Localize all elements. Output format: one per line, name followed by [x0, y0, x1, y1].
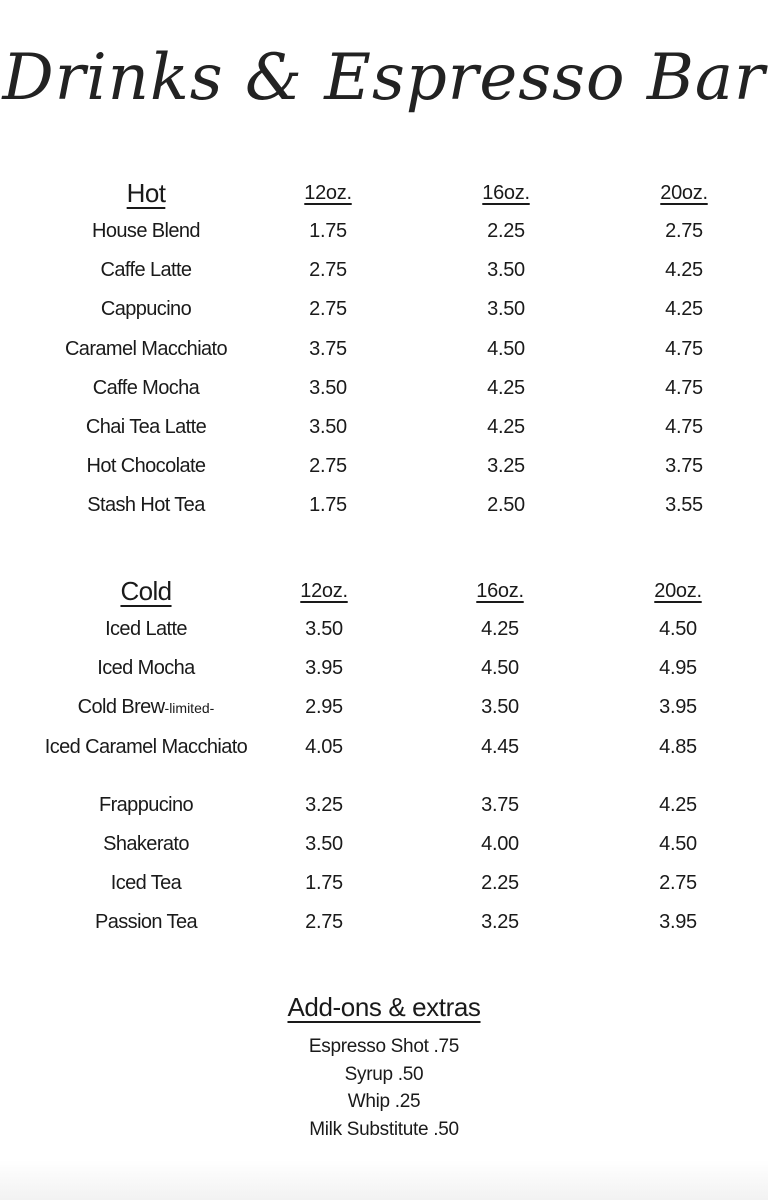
- cold-items-list: [0, 618, 768, 950]
- price-20oz: 3.55: [665, 494, 703, 517]
- price-20oz: 4.85: [659, 735, 697, 758]
- price-20oz: 3.95: [659, 911, 697, 934]
- price-16oz: 2.25: [481, 871, 519, 894]
- price-16oz: 3.75: [481, 793, 519, 816]
- menu-item-row: [0, 220, 768, 259]
- size-header-20oz: 20oz.: [660, 182, 708, 204]
- addon-item: Espresso Shot .75: [308, 1036, 460, 1057]
- size-header-12oz: 12oz.: [300, 580, 348, 602]
- price-12oz: 3.50: [305, 832, 343, 855]
- price-12oz: 2.75: [305, 911, 343, 934]
- item-name-text: Caramel Macchiato: [64, 337, 228, 360]
- price-16oz: 4.25: [481, 618, 519, 640]
- price-20oz: 4.50: [659, 832, 697, 855]
- price-20oz: 4.95: [659, 657, 697, 680]
- addons-section: [0, 992, 768, 1143]
- menu-item-row: [0, 833, 768, 872]
- price-16oz: 4.45: [481, 735, 519, 758]
- item-name-text: Hot Chocolate: [86, 455, 206, 478]
- size-header-16oz: 16oz.: [482, 182, 530, 204]
- price-12oz: 3.50: [309, 415, 347, 438]
- menu-item-row: [0, 455, 768, 494]
- item-name: [36, 494, 256, 517]
- menu-item-row: [0, 736, 768, 794]
- price-12oz: 1.75: [309, 220, 347, 242]
- price-12oz: 2.75: [309, 455, 347, 478]
- menu-item-row: [0, 657, 768, 696]
- cold-drinks-section: [0, 576, 768, 950]
- price-12oz: 2.95: [305, 696, 343, 719]
- size-header-20oz: 20oz.: [654, 580, 702, 602]
- hot-heading: Hot: [126, 178, 166, 208]
- price-12oz: 1.75: [305, 871, 343, 894]
- menu-item-row: [0, 911, 768, 950]
- price-16oz: 4.25: [487, 376, 525, 399]
- addon-item: Syrup .50: [344, 1063, 424, 1085]
- page-bottom-edge: [0, 1160, 768, 1200]
- addons-list: [0, 1033, 768, 1143]
- hot-drinks-section: [0, 178, 768, 534]
- price-20oz: 4.25: [665, 298, 703, 321]
- cold-header-row: [0, 576, 768, 618]
- addon-item: Milk Substitute .50: [309, 1118, 459, 1140]
- item-name: [36, 259, 256, 282]
- price-12oz: 2.75: [309, 259, 347, 282]
- menu-item-row: [0, 259, 768, 298]
- item-name: [36, 696, 256, 719]
- price-20oz: 4.25: [659, 793, 697, 816]
- addons-heading: Add-ons & extras: [287, 992, 481, 1022]
- price-20oz: 3.75: [665, 455, 703, 478]
- item-note: -limited-: [164, 700, 215, 717]
- size-header-12oz: 12oz.: [304, 182, 352, 204]
- price-20oz: 3.95: [659, 696, 697, 719]
- price-16oz: 3.50: [487, 259, 525, 282]
- menu-item-row: [0, 794, 768, 833]
- price-20oz: 4.75: [665, 376, 703, 399]
- price-16oz: 4.50: [481, 657, 519, 680]
- item-name-text: House Blend: [92, 220, 200, 242]
- item-name: [36, 872, 256, 895]
- price-20oz: 4.75: [665, 337, 703, 360]
- menu-item-row: [0, 872, 768, 911]
- price-20oz: 2.75: [665, 220, 703, 242]
- size-header-16oz: 16oz.: [476, 580, 524, 602]
- price-20oz: 4.75: [665, 415, 703, 438]
- item-name-text: Chai Tea Latte: [85, 415, 207, 438]
- addon-item: Whip .25: [347, 1091, 421, 1112]
- price-16oz: 4.00: [481, 832, 519, 855]
- item-name: [36, 794, 256, 817]
- item-name-text: Iced Mocha: [97, 657, 195, 680]
- item-name: [36, 455, 256, 478]
- menu-item-row: [0, 494, 768, 533]
- price-16oz: 3.50: [481, 696, 519, 719]
- price-16oz: 4.25: [487, 415, 525, 438]
- price-16oz: 3.50: [487, 298, 525, 321]
- price-12oz: 1.75: [309, 494, 347, 517]
- menu-item-row: [0, 338, 768, 377]
- item-name-text: Cappucino: [100, 298, 192, 321]
- item-name: [36, 220, 256, 243]
- price-20oz: 2.75: [659, 871, 697, 894]
- price-12oz: 3.95: [305, 657, 343, 680]
- menu-item-row: [0, 377, 768, 416]
- item-name-text: Shakerato: [103, 832, 189, 855]
- item-name-text: Caffe Latte: [100, 259, 192, 282]
- item-name: [36, 298, 256, 321]
- price-16oz: 3.25: [481, 911, 519, 934]
- menu-title: Drinks & Espresso Bar: [2, 41, 766, 115]
- price-16oz: 4.50: [487, 337, 525, 360]
- menu-item-row: [0, 618, 768, 657]
- price-12oz: 2.75: [309, 298, 347, 321]
- item-name-text: Passion Tea: [95, 911, 197, 934]
- menu-item-row: [0, 298, 768, 337]
- price-12oz: 3.50: [305, 618, 343, 640]
- item-name-text: Caffe Mocha: [92, 376, 200, 399]
- item-name-text: Iced Caramel Macchiato: [44, 735, 248, 758]
- price-16oz: 2.25: [487, 220, 525, 242]
- item-name: [36, 377, 256, 400]
- price-12oz: 4.05: [305, 735, 343, 758]
- price-16oz: 3.25: [487, 455, 525, 478]
- item-name: [36, 657, 256, 680]
- cold-heading: Cold: [120, 576, 172, 606]
- item-name: [36, 338, 256, 361]
- item-name-text: Iced Tea: [110, 871, 182, 894]
- item-name: [36, 618, 256, 641]
- item-name-text: Stash Hot Tea: [87, 494, 205, 517]
- price-12oz: 3.25: [305, 793, 343, 816]
- menu-item-row: [0, 416, 768, 455]
- hot-items-list: [0, 220, 768, 534]
- price-16oz: 2.50: [487, 494, 525, 517]
- item-name-text: Iced Latte: [105, 618, 187, 640]
- hot-header-row: [0, 178, 768, 220]
- price-12oz: 3.75: [309, 337, 347, 360]
- item-name: [36, 911, 256, 934]
- price-20oz: 4.25: [665, 259, 703, 282]
- item-name-text: Frappucino: [98, 793, 194, 816]
- item-name-text: Cold Brew: [77, 696, 165, 719]
- price-20oz: 4.50: [659, 618, 697, 640]
- item-name: [36, 416, 256, 439]
- item-name: [36, 736, 256, 759]
- item-name: [36, 833, 256, 856]
- menu-item-row: [0, 696, 768, 735]
- price-12oz: 3.50: [309, 376, 347, 399]
